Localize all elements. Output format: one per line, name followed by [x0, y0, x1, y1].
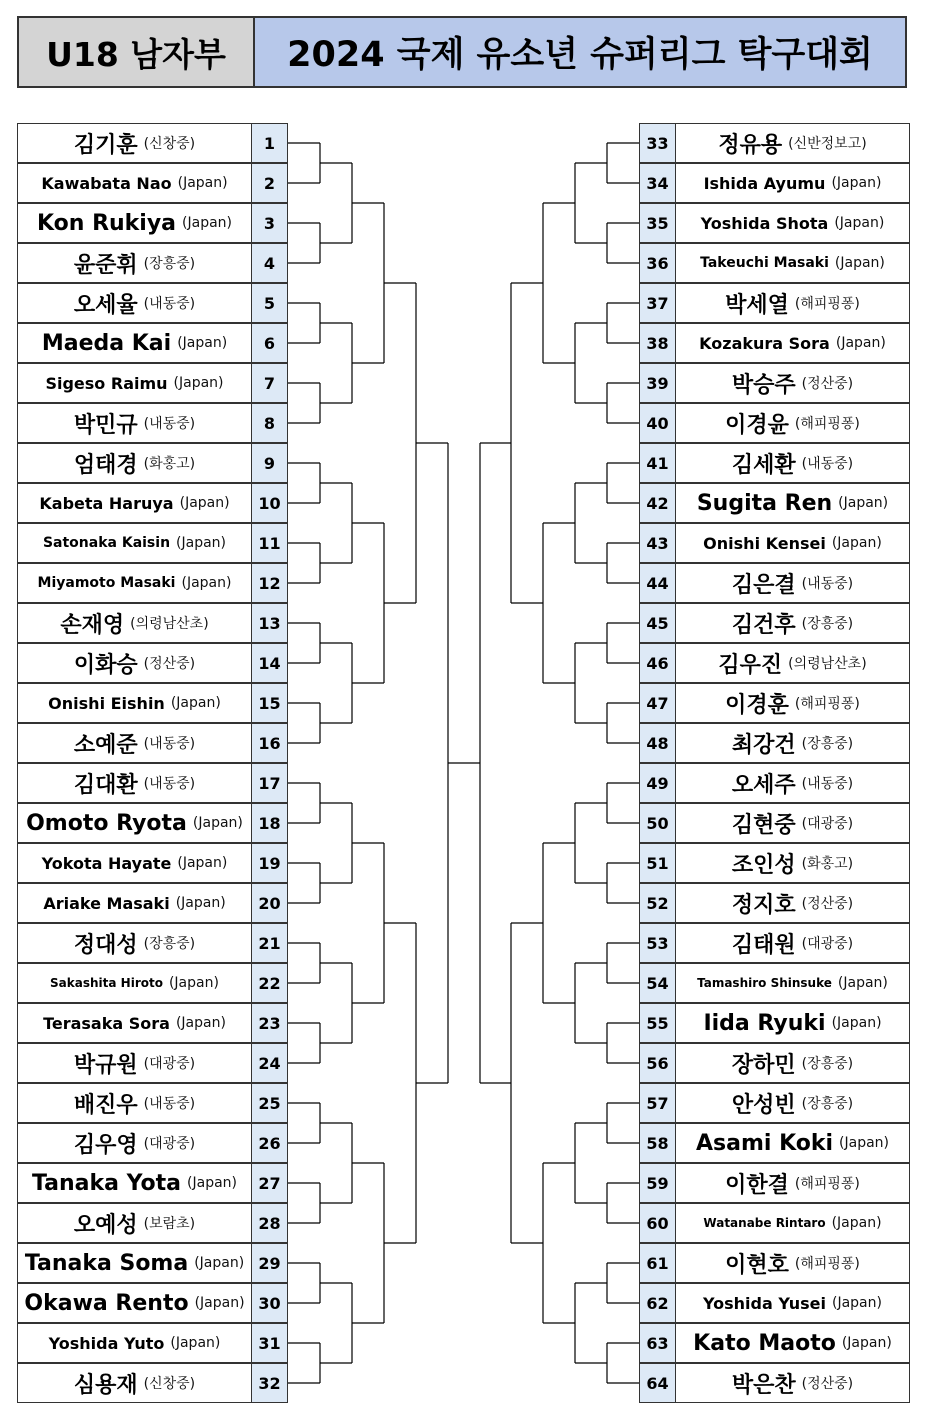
player-team: (장흥중)	[143, 936, 196, 952]
seed-number: 14	[251, 644, 287, 682]
player-name: Yoshida Yuto	[48, 1333, 165, 1353]
player-name: Tanaka Soma	[24, 1250, 189, 1276]
player-name: 엄태경	[73, 452, 138, 478]
seed-number: 50	[640, 804, 676, 842]
player-name: 김세환	[731, 452, 796, 478]
player-name: Watanabe Rintaro	[703, 1216, 826, 1230]
player-name: Ariake Masaki	[43, 893, 170, 913]
player-name: Omoto Ryota	[26, 810, 187, 836]
seed-number: 51	[640, 844, 676, 882]
category-label: U18 남자부	[19, 18, 255, 86]
player-name: 오세율	[73, 292, 138, 318]
player-team: (Japan)	[194, 1255, 245, 1271]
player-team: (Japan)	[170, 1335, 221, 1351]
seed-number: 9	[251, 444, 287, 482]
seed-number: 28	[251, 1204, 287, 1242]
player-team: (의령남산초)	[788, 656, 867, 672]
player-team: (대광중)	[801, 816, 854, 832]
player-name: 조인성	[731, 852, 796, 878]
player-team: (장흥중)	[801, 736, 854, 752]
player-team: (Japan)	[173, 375, 224, 391]
player-team: (의령남산초)	[130, 616, 209, 632]
player-team: (내동중)	[143, 776, 196, 792]
player-name: Kato Maoto	[693, 1330, 836, 1356]
player-team: (정산중)	[801, 896, 854, 912]
seed-number: 60	[640, 1204, 676, 1242]
player-name: Ishida Ayumu	[703, 173, 826, 193]
seed-number: 39	[640, 364, 676, 402]
player-team: (Japan)	[831, 175, 882, 191]
seed-number: 33	[640, 124, 676, 162]
player-team: (보람초)	[143, 1216, 196, 1232]
player-name: 박승주	[731, 372, 796, 398]
player-team: (Japan)	[170, 695, 221, 711]
seed-number: 55	[640, 1004, 676, 1042]
player-team: (Japan)	[177, 335, 228, 351]
player-team: (Japan)	[168, 975, 219, 991]
player-team: (신창중)	[143, 136, 196, 152]
seed-number: 13	[251, 604, 287, 642]
player-name: Yoshida Yusei	[703, 1293, 826, 1313]
player-name: Tamashiro Shinsuke	[697, 976, 832, 990]
player-name: Takeuchi Masaki	[700, 255, 829, 271]
player-team: (장흥중)	[801, 1096, 854, 1112]
player-name: Terasaka Sora	[43, 1013, 170, 1033]
player-name: 장하민	[731, 1052, 796, 1078]
seed-number: 31	[251, 1324, 287, 1362]
player-name: Kon Rukiya	[36, 210, 177, 236]
player-team: (장흥중)	[801, 1056, 854, 1072]
player-team: (해피핑퐁)	[794, 296, 860, 312]
player-team: (Japan)	[831, 1015, 882, 1031]
player-name: Maeda Kai	[41, 330, 172, 356]
player-name: 박민규	[73, 412, 138, 438]
seed-number: 61	[640, 1244, 676, 1282]
player-name: 손재영	[60, 612, 125, 638]
seed-number: 46	[640, 644, 676, 682]
player-team: (Japan)	[187, 1175, 238, 1191]
player-team: (정산중)	[801, 1376, 854, 1392]
player-name: Yoshida Shota	[700, 213, 829, 233]
seed-number: 17	[251, 764, 287, 802]
player-team: (내동중)	[143, 296, 196, 312]
player-name: 정지호	[731, 892, 796, 918]
player-team: (내동중)	[143, 416, 196, 432]
player-team: (Japan)	[177, 175, 228, 191]
player-team: (해피핑퐁)	[794, 696, 860, 712]
player-name: 박규원	[73, 1052, 138, 1078]
player-team: (내동중)	[801, 456, 854, 472]
seed-number: 21	[251, 924, 287, 962]
seed-number: 1	[251, 124, 287, 162]
player-name: Onishi Eishin	[48, 693, 165, 713]
player-team: (Japan)	[194, 1295, 245, 1311]
player-name: 배진우	[73, 1092, 138, 1118]
player-team: (내동중)	[801, 776, 854, 792]
player-team: (장흥중)	[801, 616, 854, 632]
seed-number: 53	[640, 924, 676, 962]
player-team: (화홍고)	[143, 456, 196, 472]
player-name: 박은찬	[731, 1372, 796, 1398]
player-name: Kabeta Haruya	[39, 493, 174, 513]
player-name: Asami Koki	[695, 1130, 834, 1156]
player-name: 김우영	[73, 1132, 138, 1158]
player-team: (Japan)	[179, 495, 230, 511]
player-team: (Japan)	[834, 215, 885, 231]
player-name: Sigeso Raimu	[45, 373, 168, 393]
tournament-title: 2024 국제 유소년 슈퍼리그 탁구대회	[255, 18, 905, 86]
seed-number: 6	[251, 324, 287, 362]
player-name: 소예준	[73, 732, 138, 758]
player-team: (Japan)	[837, 975, 888, 991]
player-name: Satonaka Kaisin	[42, 535, 171, 551]
seed-number: 19	[251, 844, 287, 882]
player-name: 김대환	[73, 772, 138, 798]
player-team: (Japan)	[838, 495, 889, 511]
seed-number: 42	[640, 484, 676, 522]
seed-number: 22	[251, 964, 287, 1002]
player-team: (대광중)	[143, 1056, 196, 1072]
player-name: 이경윤	[725, 412, 789, 438]
seed-number: 57	[640, 1084, 676, 1122]
player-team: (Japan)	[175, 1015, 226, 1031]
seed-number: 47	[640, 684, 676, 722]
player-team: (내동중)	[143, 736, 196, 752]
player-name: 김은결	[731, 572, 796, 598]
seed-number: 10	[251, 484, 287, 522]
player-team: (Japan)	[181, 575, 232, 591]
player-team: (화홍고)	[801, 856, 854, 872]
seed-number: 56	[640, 1044, 676, 1082]
player-team: (Japan)	[831, 535, 882, 551]
player-team: (Japan)	[832, 1295, 882, 1311]
player-team: (정산중)	[801, 376, 854, 392]
player-team: (Japan)	[831, 1215, 882, 1231]
seed-number: 34	[640, 164, 676, 202]
player-name: Sugita Ren	[696, 490, 833, 516]
seed-number: 44	[640, 564, 676, 602]
seed-number: 12	[251, 564, 287, 602]
player-name: Yokota Hayate	[41, 853, 172, 873]
seed-number: 23	[251, 1004, 287, 1042]
player-name: 오예성	[73, 1212, 138, 1238]
seed-number: 37	[640, 284, 676, 322]
seed-number: 27	[251, 1164, 287, 1202]
seed-number: 25	[251, 1084, 287, 1122]
seed-number: 35	[640, 204, 676, 242]
player-team: (내동중)	[801, 576, 854, 592]
player-team: (해피핑퐁)	[794, 1256, 860, 1272]
player-name: 이현호	[725, 1252, 789, 1278]
seed-number: 30	[251, 1284, 287, 1322]
player-name: 김현중	[731, 812, 796, 838]
player-name: Miyamoto Masaki	[37, 575, 176, 591]
player-name: 정유용	[718, 132, 783, 158]
seed-number: 54	[640, 964, 676, 1002]
player-name: 김태원	[731, 932, 796, 958]
player-team: (Japan)	[176, 535, 227, 551]
player-team: (Japan)	[182, 215, 233, 231]
player-name: 이한결	[725, 1172, 789, 1198]
player-name: Kozakura Sora	[699, 333, 830, 353]
seed-number: 29	[251, 1244, 287, 1282]
seed-number: 38	[640, 324, 676, 362]
player-name: Sakashita Hiroto	[50, 976, 163, 990]
seed-number: 52	[640, 884, 676, 922]
player-name: 안성빈	[731, 1092, 796, 1118]
player-team: (Japan)	[841, 1335, 892, 1351]
player-name: 김기훈	[73, 132, 138, 158]
player-name: 심용재	[73, 1372, 138, 1398]
seed-number: 40	[640, 404, 676, 442]
player-team: (Japan)	[835, 335, 886, 351]
player-name: 김우진	[718, 652, 783, 678]
seed-number: 20	[251, 884, 287, 922]
seed-number: 3	[251, 204, 287, 242]
player-name: 윤준휘	[73, 252, 138, 278]
player-team: (정산중)	[143, 656, 196, 672]
player-team: (해피핑퐁)	[794, 1176, 860, 1192]
seed-number: 4	[251, 244, 287, 282]
player-name: 김건후	[731, 612, 796, 638]
player-team: (Japan)	[177, 855, 228, 871]
seed-number: 62	[640, 1284, 676, 1322]
player-name: Iida Ryuki	[703, 1010, 826, 1036]
seed-number: 41	[640, 444, 676, 482]
seed-number: 8	[251, 404, 287, 442]
seed-number: 43	[640, 524, 676, 562]
player-name: 박세열	[725, 292, 789, 318]
player-name: Okawa Rento	[24, 1290, 189, 1316]
seed-number: 26	[251, 1124, 287, 1162]
seed-number: 36	[640, 244, 676, 282]
seed-number: 32	[251, 1364, 287, 1402]
player-team: (내동중)	[143, 1096, 196, 1112]
player-name: 이경훈	[725, 692, 789, 718]
seed-number: 45	[640, 604, 676, 642]
seed-number: 59	[640, 1164, 676, 1202]
player-name: 이화승	[73, 652, 138, 678]
seed-number: 7	[251, 364, 287, 402]
player-team: (장흥중)	[143, 256, 196, 272]
player-team: (Japan)	[192, 815, 243, 831]
player-team: (Japan)	[175, 895, 226, 911]
seed-number: 18	[251, 804, 287, 842]
player-name: 정대성	[73, 932, 138, 958]
player-name: 최강건	[731, 732, 796, 758]
seed-number: 15	[251, 684, 287, 722]
player-team: (신반정보고)	[788, 136, 867, 152]
player-name: Kawabata Nao	[41, 173, 172, 193]
seed-number: 58	[640, 1124, 676, 1162]
player-team: (신창중)	[143, 1376, 196, 1392]
player-team: (Japan)	[839, 1135, 890, 1151]
player-team: (대광중)	[801, 936, 854, 952]
seed-number: 24	[251, 1044, 287, 1082]
player-name: 오세주	[731, 772, 796, 798]
player-team: (Japan)	[834, 255, 885, 271]
player-team: (대광중)	[143, 1136, 196, 1152]
seed-number: 63	[640, 1324, 676, 1362]
seed-number: 2	[251, 164, 287, 202]
seed-number: 64	[640, 1364, 676, 1402]
seed-number: 5	[251, 284, 287, 322]
player-name: Tanaka Yota	[31, 1170, 182, 1196]
seed-number: 49	[640, 764, 676, 802]
player-name: Onishi Kensei	[703, 533, 826, 553]
player-team: (해피핑퐁)	[794, 416, 860, 432]
seed-number: 48	[640, 724, 676, 762]
seed-number: 11	[251, 524, 287, 562]
seed-number: 16	[251, 724, 287, 762]
